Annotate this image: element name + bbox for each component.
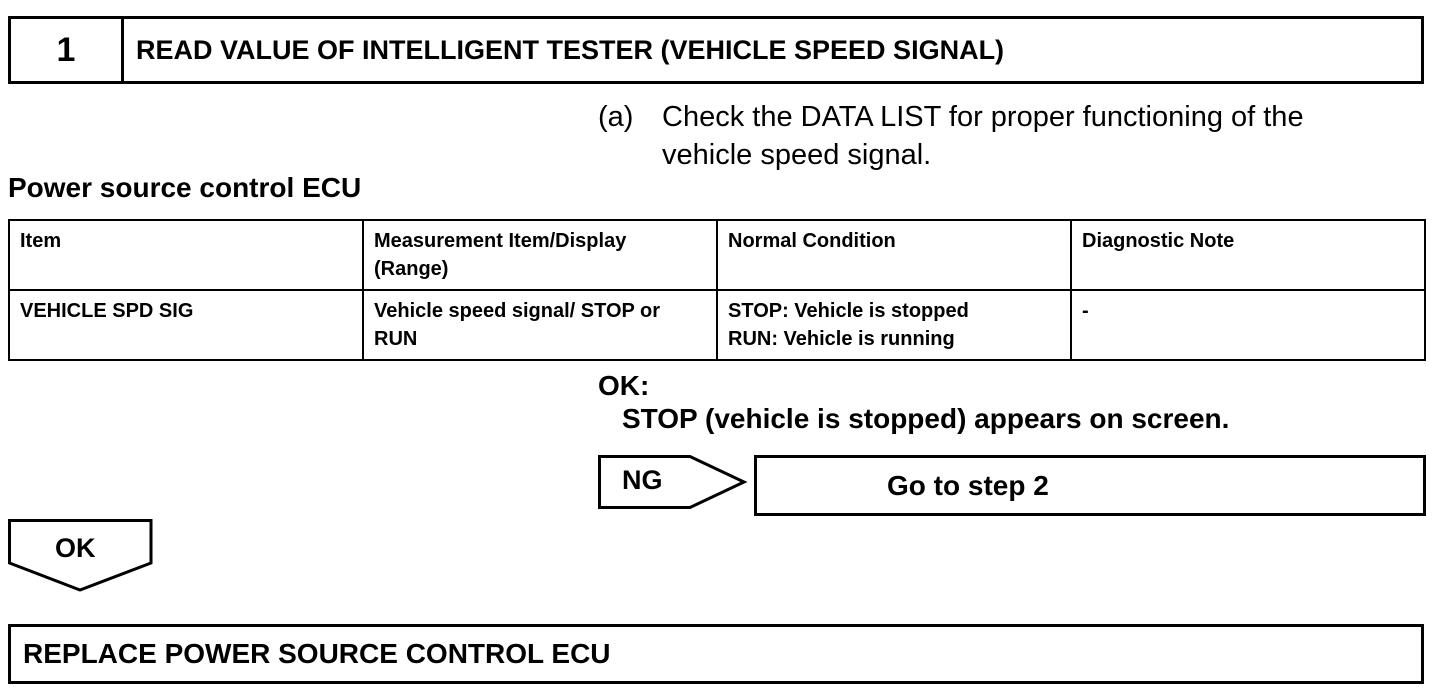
step-header <box>8 16 1424 84</box>
header-diagnostic-note: Diagnostic Note <box>1071 220 1425 290</box>
cell-diagnostic-note: - <box>1071 290 1425 360</box>
cell-measurement: Vehicle speed signal/ STOP or RUN <box>363 290 717 360</box>
table-row <box>9 290 1425 360</box>
cell-normal-condition <box>717 290 1071 360</box>
ok-label: OK: <box>598 370 650 401</box>
final-action-box <box>8 624 1424 684</box>
go-to-step-box <box>754 455 1426 516</box>
final-action-label: REPLACE POWER SOURCE CONTROL ECU <box>23 638 611 669</box>
header-measurement: Measurement Item/Display (Range) <box>363 220 717 290</box>
cell-item: VEHICLE SPD SIG <box>9 290 363 360</box>
header-item: Item <box>9 220 363 290</box>
instruction-marker: (a) <box>598 101 634 133</box>
header-normal-condition: Normal Condition <box>717 220 1071 290</box>
ok-description: STOP (vehicle is stopped) appears on screen. <box>622 403 1230 434</box>
ng-label: NG <box>622 465 663 495</box>
ok-branch-label: OK <box>55 533 96 563</box>
normal-condition-line: STOP: Vehicle is stopped <box>728 300 969 322</box>
step-title: READ VALUE OF INTELLIGENT TESTER (VEHICLE SPEED SIGNAL) <box>136 34 1005 65</box>
section-title: Power source control ECU <box>8 172 362 203</box>
step-number: 1 <box>11 19 124 81</box>
go-to-step-label: Go to step 2 <box>887 469 1049 501</box>
table-header-row <box>9 220 1425 290</box>
instruction-text: Check the DATA LIST for proper functioning of the vehicle speed signal. <box>662 101 1304 171</box>
ng-arrow-icon <box>598 455 748 509</box>
data-list-table <box>8 219 1426 361</box>
normal-condition-line: RUN: Vehicle is running <box>728 328 955 350</box>
